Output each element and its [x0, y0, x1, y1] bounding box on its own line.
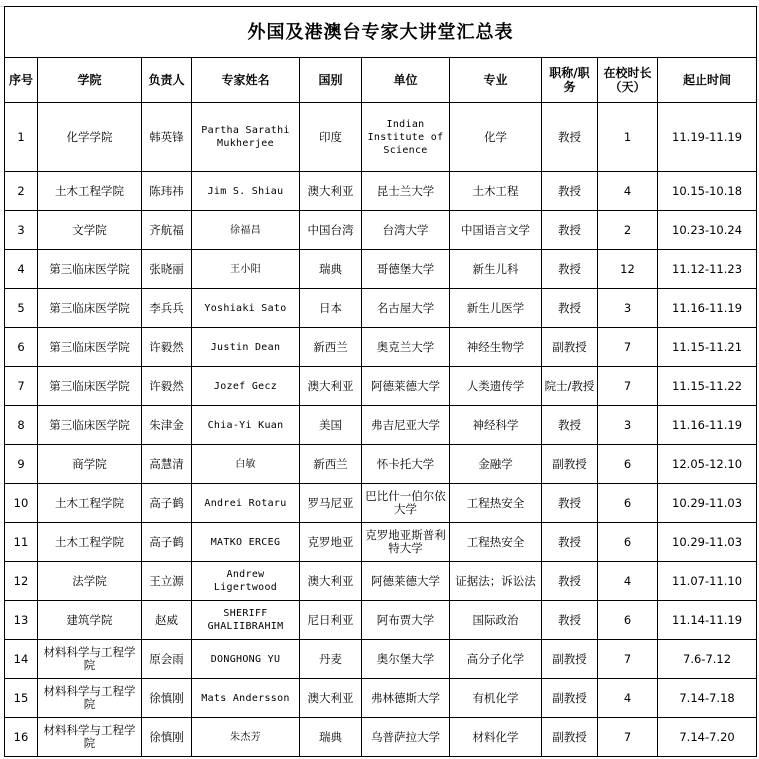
table-cell: 新西兰 [300, 445, 362, 484]
table-cell: 中国台湾 [300, 211, 362, 250]
table-cell: 高慧清 [142, 445, 192, 484]
table-row [5, 523, 757, 562]
header-cell: 职称/职务 [542, 58, 598, 103]
header-cell: 专家姓名 [192, 58, 300, 103]
table-cell: 陈玮祎 [142, 172, 192, 211]
header-cell: 负责人 [142, 58, 192, 103]
table-cell: 副教授 [542, 718, 598, 757]
table-cell: 12.05-12.10 [658, 445, 757, 484]
table-cell: 王小阳 [192, 250, 300, 289]
table-cell: 10 [5, 484, 38, 523]
table-cell: 土木工程 [450, 172, 542, 211]
table-cell: 4 [598, 679, 658, 718]
table-cell: 商学院 [38, 445, 142, 484]
table-cell: 材料科学与工程学院 [38, 718, 142, 757]
table-cell: 11 [5, 523, 38, 562]
table-cell: 2 [5, 172, 38, 211]
table-cell: 奥克兰大学 [362, 328, 450, 367]
table-cell: 11.15-11.22 [658, 367, 757, 406]
table-row [5, 250, 757, 289]
table-cell: 副教授 [542, 328, 598, 367]
table-cell: 3 [598, 289, 658, 328]
table-cell: 澳大利亚 [300, 367, 362, 406]
table-row [5, 679, 757, 718]
table-cell: 赵威 [142, 601, 192, 640]
table-cell: 土木工程学院 [38, 523, 142, 562]
table-cell: 澳大利亚 [300, 562, 362, 601]
table-cell: 1 [5, 103, 38, 172]
table-cell: 材料科学与工程学院 [38, 679, 142, 718]
table-cell: 教授 [542, 601, 598, 640]
table-cell: 教授 [542, 172, 598, 211]
table-cell: 新西兰 [300, 328, 362, 367]
table-cell: 王立源 [142, 562, 192, 601]
table-cell: 澳大利亚 [300, 679, 362, 718]
table-cell: 11.19-11.19 [658, 103, 757, 172]
table-cell: 阿布贾大学 [362, 601, 450, 640]
table-cell: 7 [598, 640, 658, 679]
table-cell: 中国语言文学 [450, 211, 542, 250]
table-cell: 金融学 [450, 445, 542, 484]
table-cell: Chia-Yi Kuan [192, 406, 300, 445]
table-cell: 化学 [450, 103, 542, 172]
table-cell: 朱津金 [142, 406, 192, 445]
table-cell: 第三临床医学院 [38, 289, 142, 328]
table-cell: 4 [598, 562, 658, 601]
table-cell: 文学院 [38, 211, 142, 250]
expert-lecture-summary-table [4, 6, 757, 757]
table-row [5, 328, 757, 367]
table-cell: 法学院 [38, 562, 142, 601]
table-cell: 7 [5, 367, 38, 406]
header-cell: 学院 [38, 58, 142, 103]
table-cell: 材料化学 [450, 718, 542, 757]
table-cell: 6 [5, 328, 38, 367]
table-cell: 教授 [542, 562, 598, 601]
table-cell: 12 [5, 562, 38, 601]
table-row [5, 406, 757, 445]
header-cell: 国别 [300, 58, 362, 103]
table-cell: 名古屋大学 [362, 289, 450, 328]
table-cell: 教授 [542, 103, 598, 172]
table-cell: 4 [5, 250, 38, 289]
table-cell: 人类遗传学 [450, 367, 542, 406]
table-cell: 2 [598, 211, 658, 250]
table-cell: 6 [598, 601, 658, 640]
table-cell: 张晓丽 [142, 250, 192, 289]
table-cell: 12 [598, 250, 658, 289]
table-cell: 许毅然 [142, 367, 192, 406]
header-cell: 起止时间 [658, 58, 757, 103]
header-cell: 序号 [5, 58, 38, 103]
header-row [5, 58, 757, 103]
table-cell: 11.16-11.19 [658, 289, 757, 328]
table-cell: 怀卡托大学 [362, 445, 450, 484]
table-cell: Justin Dean [192, 328, 300, 367]
table-cell: 白敏 [192, 445, 300, 484]
table-cell: 高子鹤 [142, 484, 192, 523]
table-row [5, 289, 757, 328]
table-cell: 11.16-11.19 [658, 406, 757, 445]
table-cell: 弗吉尼亚大学 [362, 406, 450, 445]
table-cell: 材料科学与工程学院 [38, 640, 142, 679]
table-cell: 11.14-11.19 [658, 601, 757, 640]
table-cell: 3 [5, 211, 38, 250]
table-cell: 国际政治 [450, 601, 542, 640]
table-title: 外国及港澳台专家大讲堂汇总表 [5, 7, 757, 58]
table-row [5, 640, 757, 679]
table-row [5, 211, 757, 250]
table-cell: 齐航福 [142, 211, 192, 250]
table-row [5, 367, 757, 406]
header-cell: 在校时长（天） [598, 58, 658, 103]
table-cell: 印度 [300, 103, 362, 172]
table-cell: 徐福昌 [192, 211, 300, 250]
table-cell: 教授 [542, 250, 598, 289]
table-cell: 瑞典 [300, 250, 362, 289]
table-cell: 7.6-7.12 [658, 640, 757, 679]
table-cell: Indian Institute of Science [362, 103, 450, 172]
table-cell: MATKO ERCEG [192, 523, 300, 562]
table-cell: Andrew Ligertwood [192, 562, 300, 601]
table-cell: 弗林德斯大学 [362, 679, 450, 718]
table-cell: 教授 [542, 523, 598, 562]
header-cell: 单位 [362, 58, 450, 103]
table-cell: 克罗地亚斯普利特大学 [362, 523, 450, 562]
table-cell: 7 [598, 718, 658, 757]
table-cell: 新生儿医学 [450, 289, 542, 328]
table-cell: 高子鹤 [142, 523, 192, 562]
table-row [5, 445, 757, 484]
table-cell: 13 [5, 601, 38, 640]
table-cell: 6 [598, 445, 658, 484]
header-cell: 专业 [450, 58, 542, 103]
table-row [5, 601, 757, 640]
table-cell: 徐慎刚 [142, 718, 192, 757]
table-cell: Yoshiaki Sato [192, 289, 300, 328]
table-row [5, 172, 757, 211]
table-cell: 土木工程学院 [38, 484, 142, 523]
table-cell: 李兵兵 [142, 289, 192, 328]
table-cell: 教授 [542, 406, 598, 445]
table-cell: 昆士兰大学 [362, 172, 450, 211]
table-cell: Jozef Gecz [192, 367, 300, 406]
table-cell: 神经科学 [450, 406, 542, 445]
table-cell: 许毅然 [142, 328, 192, 367]
table-cell: 11.12-11.23 [658, 250, 757, 289]
table-cell: 14 [5, 640, 38, 679]
table-cell: 罗马尼亚 [300, 484, 362, 523]
table-cell: 奥尔堡大学 [362, 640, 450, 679]
table-cell: DONGHONG YU [192, 640, 300, 679]
table-cell: 6 [598, 523, 658, 562]
table-cell: 工程热安全 [450, 523, 542, 562]
table-cell: 新生儿科 [450, 250, 542, 289]
table-cell: 副教授 [542, 640, 598, 679]
table-cell: 7 [598, 328, 658, 367]
table-cell: 哥德堡大学 [362, 250, 450, 289]
table-cell: 朱杰芳 [192, 718, 300, 757]
table-cell: 克罗地亚 [300, 523, 362, 562]
table-cell: 尼日利亚 [300, 601, 362, 640]
table-cell: Andrei Rotaru [192, 484, 300, 523]
table-cell: 化学学院 [38, 103, 142, 172]
table-cell: 7.14-7.18 [658, 679, 757, 718]
table-cell: 第三临床医学院 [38, 328, 142, 367]
table-cell: 瑞典 [300, 718, 362, 757]
table-cell: 1 [598, 103, 658, 172]
table-cell: 第三临床医学院 [38, 250, 142, 289]
table-cell: 高分子化学 [450, 640, 542, 679]
table-cell: 10.29-11.03 [658, 523, 757, 562]
table-cell: 7.14-7.20 [658, 718, 757, 757]
table-cell: 15 [5, 679, 38, 718]
table-cell: 建筑学院 [38, 601, 142, 640]
table-cell: 原会雨 [142, 640, 192, 679]
table-cell: 教授 [542, 484, 598, 523]
table-cell: 3 [598, 406, 658, 445]
table-cell: 阿德莱德大学 [362, 367, 450, 406]
table-cell: 韩英锋 [142, 103, 192, 172]
table-cell: 6 [598, 484, 658, 523]
table-cell: 副教授 [542, 445, 598, 484]
table-cell: 阿德莱德大学 [362, 562, 450, 601]
table-cell: 巴比什一伯尔依大学 [362, 484, 450, 523]
table-cell: 副教授 [542, 679, 598, 718]
table-cell: 10.29-11.03 [658, 484, 757, 523]
table-cell: 16 [5, 718, 38, 757]
table-cell: 土木工程学院 [38, 172, 142, 211]
table-cell: 有机化学 [450, 679, 542, 718]
table-cell: 教授 [542, 211, 598, 250]
table-row [5, 718, 757, 757]
table-cell: SHERIFF GHALIIBRAHIM [192, 601, 300, 640]
table-cell: Jim S. Shiau [192, 172, 300, 211]
table-row [5, 484, 757, 523]
table-cell: 工程热安全 [450, 484, 542, 523]
table-cell: 台湾大学 [362, 211, 450, 250]
table-cell: 11.15-11.21 [658, 328, 757, 367]
table-cell: 证据法；诉讼法 [450, 562, 542, 601]
table-row [5, 103, 757, 172]
table-cell: 澳大利亚 [300, 172, 362, 211]
table-cell: 神经生物学 [450, 328, 542, 367]
table-cell: 院士/教授 [542, 367, 598, 406]
table-cell: 7 [598, 367, 658, 406]
table-cell: 第三临床医学院 [38, 406, 142, 445]
table-cell: 丹麦 [300, 640, 362, 679]
table-row [5, 562, 757, 601]
table-cell: 日本 [300, 289, 362, 328]
table-cell: 美国 [300, 406, 362, 445]
table-cell: 第三临床医学院 [38, 367, 142, 406]
table-cell: 5 [5, 289, 38, 328]
table-cell: 8 [5, 406, 38, 445]
table-cell: 10.15-10.18 [658, 172, 757, 211]
table-cell: Partha Sarathi Mukherjee [192, 103, 300, 172]
table-cell: 教授 [542, 289, 598, 328]
table-cell: 徐慎刚 [142, 679, 192, 718]
table-cell: 10.23-10.24 [658, 211, 757, 250]
table-cell: Mats Andersson [192, 679, 300, 718]
table-cell: 4 [598, 172, 658, 211]
table-cell: 11.07-11.10 [658, 562, 757, 601]
table-cell: 乌普萨拉大学 [362, 718, 450, 757]
table-cell: 9 [5, 445, 38, 484]
